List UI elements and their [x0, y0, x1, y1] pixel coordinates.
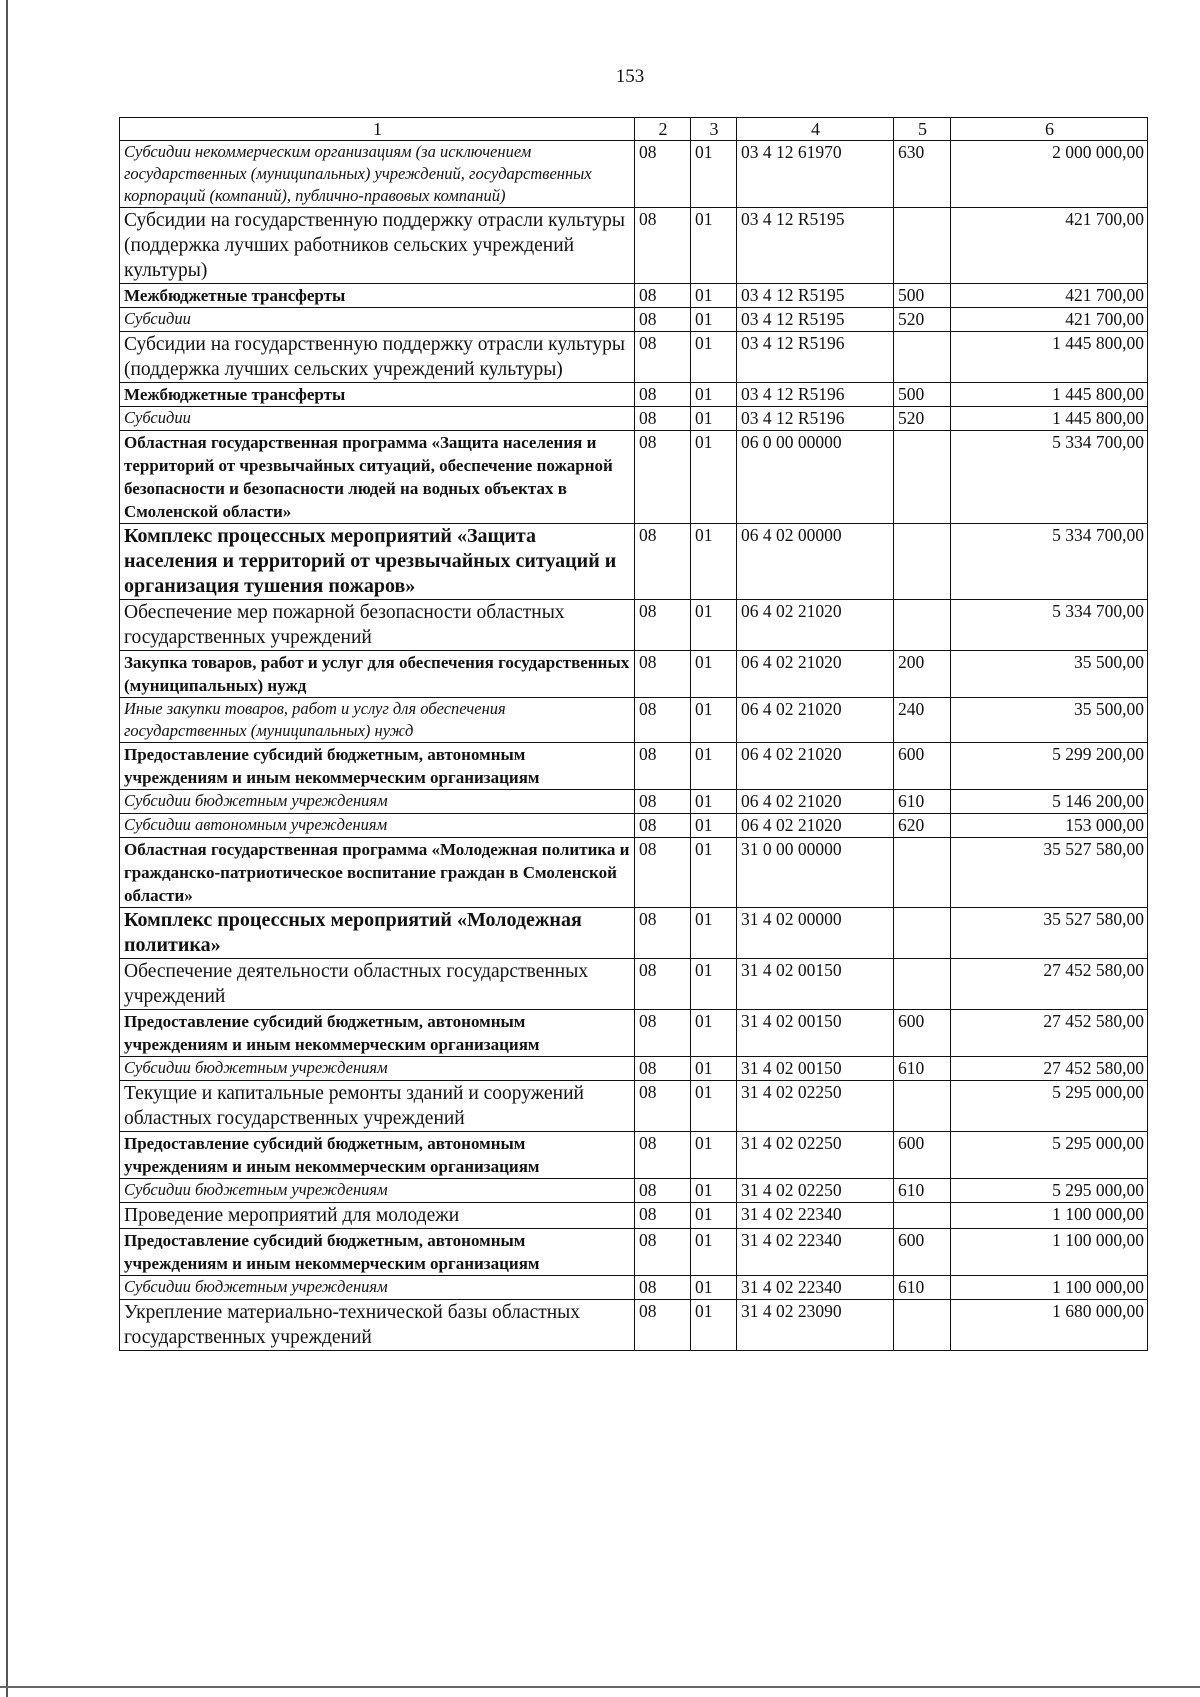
expense-type-cell [894, 208, 951, 284]
subsection-cell: 01 [691, 1229, 737, 1276]
name-cell: Субсидии на государственную поддержку отрасли культуры (поддержка лучших работников сельских учреждений культуры) [120, 208, 635, 284]
section-cell: 08 [635, 908, 691, 959]
expense-type-cell: 500 [894, 383, 951, 407]
subsection-cell: 01 [691, 208, 737, 284]
expense-type-cell: 240 [894, 698, 951, 743]
section-cell: 08 [635, 332, 691, 383]
amount-cell: 5 334 700,00 [951, 431, 1148, 524]
subsection-cell: 01 [691, 284, 737, 308]
scan-edge-left [6, 0, 8, 1697]
subsection-cell: 01 [691, 790, 737, 814]
expense-type-cell [894, 431, 951, 524]
name-cell: Субсидии на государственную поддержку отрасли культуры (поддержка лучших сельских учреждений культуры) [120, 332, 635, 383]
section-cell: 08 [635, 959, 691, 1010]
amount-cell: 35 500,00 [951, 698, 1148, 743]
target-code-cell: 03 4 12 R5196 [737, 332, 894, 383]
table-row [120, 431, 1148, 524]
name-cell: Субсидии некоммерческим организациям (за исключением государственных (муниципальных) учреждений, государственных корпораций (компаний), публично-правовых компаний) [120, 141, 635, 208]
name-cell: Областная государственная программа «Защита населения и территорий от чрезвычайных ситуаций, обеспечение пожарной безопасности и безопасности людей на водных объектах в Смоленской области» [120, 431, 635, 524]
section-cell: 08 [635, 383, 691, 407]
name-cell: Обеспечение мер пожарной безопасности областных государственных учреждений [120, 600, 635, 651]
name-cell: Областная государственная программа «Молодежная политика и гражданско-патриотическое воспитание граждан в Смоленской области» [120, 838, 635, 908]
section-cell: 08 [635, 651, 691, 698]
amount-cell: 421 700,00 [951, 208, 1148, 284]
amount-cell: 5 299 200,00 [951, 743, 1148, 790]
name-cell: Субсидии [120, 308, 635, 332]
name-cell: Субсидии бюджетным учреждениям [120, 790, 635, 814]
target-code-cell: 03 4 12 R5195 [737, 284, 894, 308]
expense-type-cell: 520 [894, 308, 951, 332]
table-row [120, 383, 1148, 407]
budget-table [119, 117, 1148, 1351]
expense-type-cell [894, 1081, 951, 1132]
table-row [120, 1179, 1148, 1203]
subsection-cell: 01 [691, 1132, 737, 1179]
table-row [120, 141, 1148, 208]
section-cell: 08 [635, 1300, 691, 1351]
subsection-cell: 01 [691, 1300, 737, 1351]
table-row [120, 284, 1148, 308]
name-cell: Субсидии бюджетным учреждениям [120, 1276, 635, 1300]
subsection-cell: 01 [691, 814, 737, 838]
expense-type-cell: 520 [894, 407, 951, 431]
target-code-cell: 31 4 02 00000 [737, 908, 894, 959]
target-code-cell: 31 4 02 02250 [737, 1132, 894, 1179]
amount-cell: 421 700,00 [951, 284, 1148, 308]
table-row [120, 1300, 1148, 1351]
subsection-cell: 01 [691, 1276, 737, 1300]
name-cell: Межбюджетные трансферты [120, 383, 635, 407]
name-cell: Субсидии автономным учреждениям [120, 814, 635, 838]
amount-cell: 35 527 580,00 [951, 908, 1148, 959]
amount-cell: 5 295 000,00 [951, 1081, 1148, 1132]
section-cell: 08 [635, 600, 691, 651]
section-cell: 08 [635, 407, 691, 431]
target-code-cell: 03 4 12 R5196 [737, 407, 894, 431]
subsection-cell: 01 [691, 524, 737, 600]
amount-cell: 27 452 580,00 [951, 1010, 1148, 1057]
subsection-cell: 01 [691, 1057, 737, 1081]
table-row [120, 208, 1148, 284]
section-cell: 08 [635, 743, 691, 790]
subsection-cell: 01 [691, 743, 737, 790]
table-row [120, 959, 1148, 1010]
section-cell: 08 [635, 1057, 691, 1081]
amount-cell: 1 445 800,00 [951, 383, 1148, 407]
header-cell-section: 2 [635, 118, 691, 141]
target-code-cell: 06 0 00 00000 [737, 431, 894, 524]
expense-type-cell: 600 [894, 1132, 951, 1179]
subsection-cell: 01 [691, 959, 737, 1010]
amount-cell: 27 452 580,00 [951, 1057, 1148, 1081]
scan-edge-bottom [0, 1686, 1200, 1688]
target-code-cell: 03 4 12 R5196 [737, 383, 894, 407]
amount-cell: 5 295 000,00 [951, 1132, 1148, 1179]
target-code-cell: 06 4 02 21020 [737, 743, 894, 790]
target-code-cell: 06 4 02 21020 [737, 651, 894, 698]
target-code-cell: 06 4 02 21020 [737, 814, 894, 838]
section-cell: 08 [635, 1081, 691, 1132]
amount-cell: 35 500,00 [951, 651, 1148, 698]
name-cell: Проведение мероприятий для молодежи [120, 1203, 635, 1229]
section-cell: 08 [635, 524, 691, 600]
name-cell: Комплекс процессных мероприятий «Защита населения и территорий от чрезвычайных ситуаций и организация тушения пожаров» [120, 524, 635, 600]
amount-cell: 5 146 200,00 [951, 790, 1148, 814]
subsection-cell: 01 [691, 1081, 737, 1132]
amount-cell: 5 334 700,00 [951, 524, 1148, 600]
target-code-cell: 31 4 02 23090 [737, 1300, 894, 1351]
header-row [120, 118, 1148, 141]
name-cell: Субсидии бюджетным учреждениям [120, 1179, 635, 1203]
table-row [120, 407, 1148, 431]
section-cell: 08 [635, 1276, 691, 1300]
table-body [120, 118, 1148, 1351]
expense-type-cell [894, 1300, 951, 1351]
amount-cell: 1 100 000,00 [951, 1276, 1148, 1300]
section-cell: 08 [635, 790, 691, 814]
table-row [120, 1203, 1148, 1229]
table-row [120, 1276, 1148, 1300]
name-cell: Текущие и капитальные ремонты зданий и сооружений областных государственных учреждений [120, 1081, 635, 1132]
amount-cell: 5 334 700,00 [951, 600, 1148, 651]
amount-cell: 421 700,00 [951, 308, 1148, 332]
target-code-cell: 31 4 02 00150 [737, 1057, 894, 1081]
expense-type-cell [894, 1203, 951, 1229]
section-cell: 08 [635, 208, 691, 284]
table-row [120, 908, 1148, 959]
target-code-cell: 06 4 02 21020 [737, 600, 894, 651]
subsection-cell: 01 [691, 698, 737, 743]
expense-type-cell [894, 908, 951, 959]
target-code-cell: 31 4 02 02250 [737, 1179, 894, 1203]
target-code-cell: 06 4 02 00000 [737, 524, 894, 600]
header-cell-subsection: 3 [691, 118, 737, 141]
name-cell: Закупка товаров, работ и услуг для обеспечения государственных (муниципальных) нужд [120, 651, 635, 698]
section-cell: 08 [635, 1132, 691, 1179]
amount-cell: 35 527 580,00 [951, 838, 1148, 908]
header-cell-name: 1 [120, 118, 635, 141]
target-code-cell: 31 4 02 00150 [737, 959, 894, 1010]
name-cell: Межбюджетные трансферты [120, 284, 635, 308]
table-row [120, 838, 1148, 908]
table-row [120, 1081, 1148, 1132]
subsection-cell: 01 [691, 308, 737, 332]
section-cell: 08 [635, 1203, 691, 1229]
target-code-cell: 03 4 12 R5195 [737, 308, 894, 332]
section-cell: 08 [635, 814, 691, 838]
subsection-cell: 01 [691, 407, 737, 431]
name-cell: Укрепление материально-технической базы областных государственных учреждений [120, 1300, 635, 1351]
target-code-cell: 31 4 02 02250 [737, 1081, 894, 1132]
table-row [120, 332, 1148, 383]
expense-type-cell: 500 [894, 284, 951, 308]
section-cell: 08 [635, 1010, 691, 1057]
name-cell: Предоставление субсидий бюджетным, автономным учреждениям и иным некоммерческим организациям [120, 743, 635, 790]
subsection-cell: 01 [691, 1203, 737, 1229]
expense-type-cell: 600 [894, 1010, 951, 1057]
name-cell: Обеспечение деятельности областных государственных учреждений [120, 959, 635, 1010]
name-cell: Предоставление субсидий бюджетным, автономным учреждениям и иным некоммерческим организациям [120, 1132, 635, 1179]
expense-type-cell: 200 [894, 651, 951, 698]
section-cell: 08 [635, 1179, 691, 1203]
table-row [120, 308, 1148, 332]
subsection-cell: 01 [691, 1010, 737, 1057]
subsection-cell: 01 [691, 600, 737, 651]
name-cell: Комплекс процессных мероприятий «Молодежная политика» [120, 908, 635, 959]
target-code-cell: 06 4 02 21020 [737, 790, 894, 814]
subsection-cell: 01 [691, 908, 737, 959]
table-row [120, 600, 1148, 651]
expense-type-cell [894, 524, 951, 600]
expense-type-cell: 620 [894, 814, 951, 838]
header-cell-target-code: 4 [737, 118, 894, 141]
amount-cell: 1 100 000,00 [951, 1229, 1148, 1276]
section-cell: 08 [635, 698, 691, 743]
subsection-cell: 01 [691, 651, 737, 698]
expense-type-cell [894, 600, 951, 651]
expense-type-cell: 610 [894, 1179, 951, 1203]
header-cell-amount: 6 [951, 118, 1148, 141]
amount-cell: 5 295 000,00 [951, 1179, 1148, 1203]
table-row [120, 524, 1148, 600]
table-row [120, 1132, 1148, 1179]
target-code-cell: 31 4 02 22340 [737, 1203, 894, 1229]
amount-cell: 1 445 800,00 [951, 332, 1148, 383]
expense-type-cell: 600 [894, 1229, 951, 1276]
table-row [120, 1010, 1148, 1057]
target-code-cell: 31 4 02 00150 [737, 1010, 894, 1057]
expense-type-cell [894, 838, 951, 908]
name-cell: Субсидии [120, 407, 635, 431]
table-row [120, 790, 1148, 814]
section-cell: 08 [635, 1229, 691, 1276]
target-code-cell: 03 4 12 R5195 [737, 208, 894, 284]
expense-type-cell [894, 959, 951, 1010]
expense-type-cell: 610 [894, 790, 951, 814]
name-cell: Иные закупки товаров, работ и услуг для обеспечения государственных (муниципальных) нужд [120, 698, 635, 743]
amount-cell: 2 000 000,00 [951, 141, 1148, 208]
subsection-cell: 01 [691, 1179, 737, 1203]
table-row [120, 743, 1148, 790]
table-row [120, 651, 1148, 698]
target-code-cell: 06 4 02 21020 [737, 698, 894, 743]
subsection-cell: 01 [691, 431, 737, 524]
subsection-cell: 01 [691, 383, 737, 407]
amount-cell: 1 100 000,00 [951, 1203, 1148, 1229]
table-row [120, 814, 1148, 838]
expense-type-cell: 600 [894, 743, 951, 790]
target-code-cell: 31 0 00 00000 [737, 838, 894, 908]
amount-cell: 1 445 800,00 [951, 407, 1148, 431]
subsection-cell: 01 [691, 141, 737, 208]
section-cell: 08 [635, 431, 691, 524]
name-cell: Предоставление субсидий бюджетным, автономным учреждениям и иным некоммерческим организациям [120, 1010, 635, 1057]
section-cell: 08 [635, 838, 691, 908]
expense-type-cell: 610 [894, 1057, 951, 1081]
header-cell-expense-type: 5 [894, 118, 951, 141]
amount-cell: 27 452 580,00 [951, 959, 1148, 1010]
table-row [120, 1057, 1148, 1081]
expense-type-cell [894, 332, 951, 383]
subsection-cell: 01 [691, 332, 737, 383]
name-cell: Предоставление субсидий бюджетным, автономным учреждениям и иным некоммерческим организациям [120, 1229, 635, 1276]
section-cell: 08 [635, 284, 691, 308]
subsection-cell: 01 [691, 838, 737, 908]
table-row [120, 1229, 1148, 1276]
section-cell: 08 [635, 141, 691, 208]
amount-cell: 153 000,00 [951, 814, 1148, 838]
expense-type-cell: 630 [894, 141, 951, 208]
name-cell: Субсидии бюджетным учреждениям [120, 1057, 635, 1081]
table-row [120, 698, 1148, 743]
page-number: 153 [615, 66, 645, 87]
target-code-cell: 31 4 02 22340 [737, 1276, 894, 1300]
amount-cell: 1 680 000,00 [951, 1300, 1148, 1351]
target-code-cell: 03 4 12 61970 [737, 141, 894, 208]
section-cell: 08 [635, 308, 691, 332]
target-code-cell: 31 4 02 22340 [737, 1229, 894, 1276]
expense-type-cell: 610 [894, 1276, 951, 1300]
